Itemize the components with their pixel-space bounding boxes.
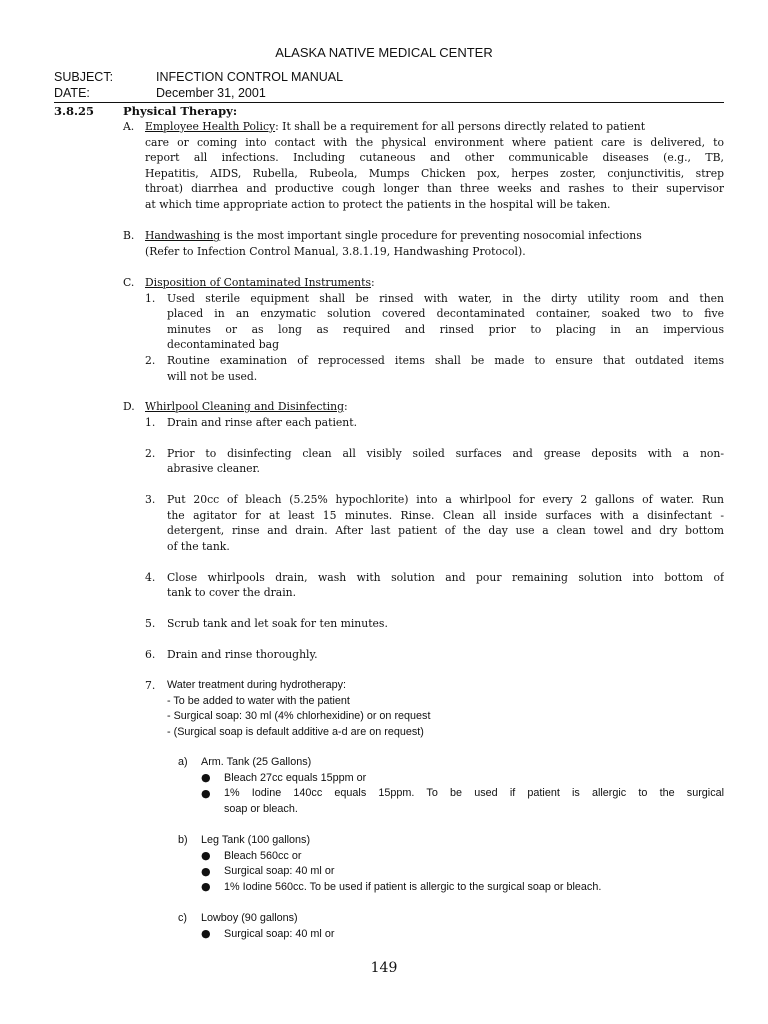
item-a-line: at which time appropriate action to protect the patients in the hospital will be taken. xyxy=(145,198,611,211)
item-a-line: care or coming into contact with the physical environment where patient care is delivered, to xyxy=(145,135,724,149)
bullet-text: soap or bleach. xyxy=(224,802,298,815)
employee-health-heading: Employee Health Policy xyxy=(145,120,276,133)
date-label: DATE: xyxy=(54,86,90,100)
list-item-line: tank to cover the drain. xyxy=(167,586,297,600)
item-a-first-line xyxy=(145,119,645,135)
list-item-line: placed in an enzymatic solution covered decontaminated container, soaked two to five xyxy=(167,307,724,321)
bullet-icon: ● xyxy=(201,787,211,800)
list-item-line: - Surgical soap: 30 ml (4% chlorhexidine) or on request xyxy=(167,710,431,723)
bullet-text: Surgical soap: 40 ml or xyxy=(224,927,335,940)
sub-letter: a) xyxy=(178,756,188,768)
list-number: 4. xyxy=(145,570,156,584)
list-item-line: - To be added to water with the patient xyxy=(167,694,350,707)
item-letter-b: B. xyxy=(123,229,135,242)
list-item-line: will not be used. xyxy=(167,369,258,383)
handwashing-heading: Handwashing xyxy=(145,229,221,242)
list-number: 1. xyxy=(145,415,156,429)
bullet-icon: ● xyxy=(201,880,211,893)
item-a-line: throat) diarrhea and productive cough longer than three weeks and rashes to their supervisor xyxy=(145,182,724,196)
list-item-line: of the tank. xyxy=(167,539,230,553)
heading-colon: : xyxy=(344,400,348,413)
list-item-line: Water treatment during hydrotherapy: xyxy=(167,679,347,691)
list-item-line: Routine examination of reprocessed items shall be made to ensure that outdated items xyxy=(167,354,724,367)
bullet-icon: ● xyxy=(201,849,211,862)
header-rule xyxy=(54,102,724,103)
section-title: Physical Therapy: xyxy=(123,104,238,118)
list-item-line: detergent, rinse and drain. After last patient of the day use a clean towel and dry bottom xyxy=(167,524,724,538)
bullet-text: 1% Iodine 140cc equals 15ppm. To be used if patient is allergic to the surgical xyxy=(224,787,724,800)
list-number: 7. xyxy=(145,679,156,692)
subject-label: SUBJECT: xyxy=(54,70,114,84)
bullet-icon: ● xyxy=(201,865,211,878)
sub-letter: b) xyxy=(178,834,188,846)
list-number: 3. xyxy=(145,493,156,506)
list-item-line: Close whirlpools drain, wash with solution and pour remaining solution into bottom of xyxy=(167,570,724,584)
bullet-icon: ● xyxy=(201,771,211,784)
list-number: 2. xyxy=(145,446,156,460)
item-b-first-line xyxy=(145,228,642,244)
heading-colon: : xyxy=(370,276,375,289)
item-a-line: Hepatitis, AIDS, Rubella, Rubeola, Mumps Chicken pox, herpes zoster, conjunctivitis, strep xyxy=(145,166,724,180)
list-number: 1. xyxy=(145,291,156,305)
bullet-text: 1% Iodine 560cc. To be used if patient is allergic to the surgical soap or bleach. xyxy=(224,880,602,893)
item-letter-d: D. xyxy=(123,400,135,413)
list-number: 5. xyxy=(145,617,156,630)
sub-title: Leg Tank (100 gallons) xyxy=(201,834,311,846)
bullet-text: Surgical soap: 40 ml or xyxy=(224,865,335,878)
list-item-line: Used sterile equipment shall be rinsed with water, in the dirty utility room and then xyxy=(167,291,724,305)
item-letter-a: A. xyxy=(123,120,135,133)
list-number: 2. xyxy=(145,354,156,367)
organization-title: ALASKA NATIVE MEDICAL CENTER xyxy=(275,45,493,60)
item-a-line: report all infections. Including cutaneous and other communicable diseases (e.g., TB, xyxy=(145,151,724,165)
whirlpool-heading: Whirlpool Cleaning and Disinfecting xyxy=(145,400,345,413)
item-letter-c: C. xyxy=(123,276,135,289)
date-value: December 31, 2001 xyxy=(156,86,266,100)
sub-letter: c) xyxy=(178,912,187,924)
list-item-line: Prior to disinfecting clean all visibly soiled surfaces and grease deposits with a non- xyxy=(167,446,724,460)
list-item-line: Put 20cc of bleach (5.25% hypochlorite) into a whirlpool for every 2 gallons of water. Run xyxy=(167,493,724,506)
list-item-line: minutes or as long as required and rinsed prior to placing in an impervious xyxy=(167,322,724,336)
bullet-text: Bleach 560cc or xyxy=(224,849,302,862)
instruments-heading: Disposition of Contaminated Instruments xyxy=(145,276,371,289)
page-number: 149 xyxy=(370,960,398,976)
list-item-line: - (Surgical soap is default additive a-d are on request) xyxy=(167,725,424,738)
item-c-heading-line xyxy=(145,275,375,291)
subject-value: INFECTION CONTROL MANUAL xyxy=(156,70,344,84)
list-item-line: the agitator for at least 15 minutes. Rinse. Clean all inside surfaces with a disinfectant - xyxy=(167,508,724,522)
list-number: 6. xyxy=(145,648,156,661)
bullet-icon: ● xyxy=(201,927,211,940)
sub-title: Arm. Tank (25 Gallons) xyxy=(201,756,312,768)
item-b-line: (Refer to Infection Control Manual, 3.8.1.19, Handwashing Protocol). xyxy=(145,244,526,258)
item-d-heading-line xyxy=(145,399,348,415)
sub-title: Lowboy (90 gallons) xyxy=(201,912,298,924)
item-a-text: : It shall be a requirement for all persons directly related to patient xyxy=(275,120,646,133)
bullet-text: Bleach 27cc equals 15ppm or xyxy=(224,771,367,784)
list-item-line: Drain and rinse thoroughly. xyxy=(167,648,318,661)
list-item-line: Scrub tank and let soak for ten minutes. xyxy=(167,617,388,630)
list-item-line: abrasive cleaner. xyxy=(167,462,260,476)
item-b-text: is the most important single procedure for preventing nosocomial infections xyxy=(220,229,642,242)
section-number: 3.8.25 xyxy=(54,104,95,118)
list-item-line: Drain and rinse after each patient. xyxy=(167,415,358,429)
list-item-line: decontaminated bag xyxy=(167,338,279,352)
